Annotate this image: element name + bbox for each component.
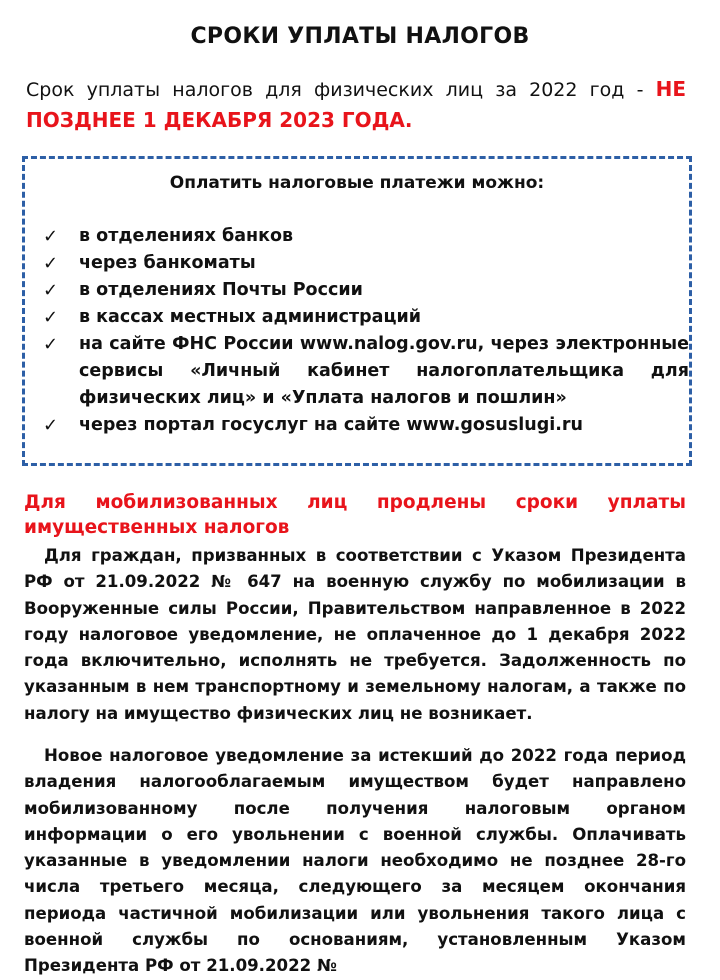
list-item: ✓ на сайте ФНС России www.nalog.gov.ru, через электронные сервисы «Личный кабинет налогоплательщика для физических лиц» и «Уплата налогов и пошлин» [39, 331, 689, 412]
check-icon: ✓ [43, 415, 59, 436]
list-item: ✓ в отделениях Почты России [39, 277, 689, 304]
check-icon: ✓ [43, 280, 59, 301]
check-icon: ✓ [43, 226, 59, 247]
payment-methods-title: Оплатить налоговые платежи можно: [169, 173, 545, 193]
payment-methods-list [39, 223, 689, 439]
check-icon: ✓ [43, 334, 59, 355]
deadline-text: Срок уплаты налогов для физических лиц за 2022 год - [26, 79, 656, 101]
paragraph: Новое налоговое уведомление за истекший до 2022 года период владения налогооблагаемым имуществом будет направлено мобилизованному после получения налоговым органом информации о его увольнении с военной службы. Оплачивать указанные в уведомлении налоги необходимо не позднее 28-го числа третьего месяца, следующего за месяцем окончания периода частичной мобилизации или увольнения такого лица с военной службы по основаниям, установленным Указом Президента РФ от 21.09.2022 № [24, 746, 686, 976]
deadline-statement [26, 74, 686, 136]
check-icon: ✓ [43, 253, 59, 274]
deadline-highlight: НЕ ПОЗДНЕЕ 1 ДЕКАБРЯ 2023 ГОДА. [26, 77, 686, 132]
list-item: ✓ через портал госуслуг на сайте www.gosuslugi.ru [39, 412, 689, 439]
paragraph: Для граждан, призванных в соответствии с Указом Президента РФ от 21.09.2022 № 647 на военную службу по мобилизации в Вооруженные силы России, Правительством направленное в 2022 году налоговое уведомление, не оплаченное до 1 декабря 2022 года включительно, исполнять не требуется. Задолженность по указанным в нем транспортному и земельному налогам, а также по налогу на имущество физических лиц не возникает. [24, 546, 686, 723]
payment-methods-box [22, 156, 692, 466]
list-item: ✓ в отделениях банков [39, 223, 689, 250]
mobilized-section-title: Для мобилизованных лиц продлены сроки уплаты имущественных налогов [24, 492, 686, 538]
check-icon: ✓ [43, 307, 59, 328]
list-item: ✓ через банкоматы [39, 250, 689, 277]
page-title: СРОКИ УПЛАТЫ НАЛОГОВ [190, 24, 530, 49]
list-item: ✓ в кассах местных администраций [39, 304, 689, 331]
